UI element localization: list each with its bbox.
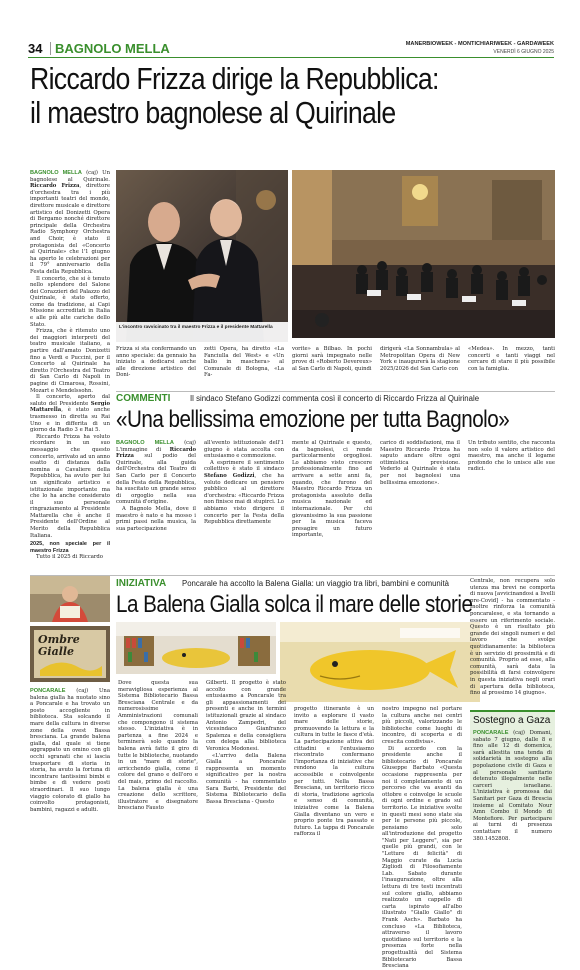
story3-column-4: progetto itinerante è un invito a esplorare il vasto mare delle storie, promuovendo la lettura e la cultura in tutte le fasce d'età. La partecipazione attiva dei cittadini e l'entusiasmo riscontrato confermano l'importanza di iniziative che rendono la cultura accessibile e coinvolgente per tutti. Nella Bassa Bresciana, un territorio ricco di storia, tradizione agricola e senso di comunità, iniziative come la Balena Gialla diventano un vero e proprio ponte tra passato e futuro. La tappa di Poncarale rafforza il	[294, 706, 374, 838]
story3-photo-library	[116, 622, 276, 674]
signboard-text: Ombre Gialle	[38, 633, 80, 658]
story1-column-1: BAGNOLO MELLA (caj) Un bagnolese al Quirinale. Riccardo Frizza, direttore d'orchestra tra i più importanti teatri del mondo, direttore musicale e direttore artistico del Donizetti Opera di Bergamo nonché direttore principale della Orchestra Radio Symphony Orchestra and Choir, è stato il protagonista del «Concerto al Quirinale» che l'1 giugno ha aperto le celebrazioni per il 79° anniversario della Festa della Repubblica. Il concerto, che si è tenuto nello splendore del Salone dei Corazzieri del Palazzo del Quirinale, è stato offerto, come da tradizione, ai Capi Missione accreditati in Italia e alle più alte cariche dello Stato. Frizza, che è ritenuto uno dei maggiori interpreti del teatro musicale italiano, a partire dall'amato Donizetti fino a Verdi e Puccini, per il Concerto al Quirinale ha diretto l'Orchestra del Teatro di San Carlo di Napoli in pagine di Cimarosa, Rossini, Mozart e Mendelssohn. Il concerto, aperto dal saluto del Presidente Sergio Mattarella, è stato anche trasmesso in diretta su Rai Uno e in differita di un giorno da Radio 3 e Rai 5. Riccardo Frizza ha voluto ricordare in un suo messaggio che questo concerto, arrivato ad un anno esatto di distanza dalla nomina a Cavaliere della Repubblica, ha avuto per lui un significato artistico e istituzionale importante ma che lo ha anche considerato il suo personale ringraziamento al Presidente Mattarella che è anche il Presidente dell'Ordine al Merito della Repubblica Italiana. 2025, non speciale per il maestro Frizza Tutto il 2025 di Riccardo	[30, 170, 111, 561]
issue-date: VENERDÌ 6 GIUGNO 2025	[493, 49, 554, 55]
story4-box	[470, 710, 555, 842]
story3-headline: La Balena Gialla solca il mare delle storie	[116, 591, 473, 618]
story3-photo-whale	[280, 622, 480, 702]
page-number: 34	[28, 41, 43, 56]
edition-line: MANERBIOWEEK - MONTICHIARIWEEK - GARDAWEEK	[405, 41, 554, 47]
meeting-illustration	[116, 170, 288, 342]
story3-column-1: PONCARALE (caj) Una balena gialla ha nuotato sino a Poncarale e ha trovato un posto accogliente in biblioteca. Sta solcando il mare della cultura in diverse zone della ovest Bassa bresciana. La grande balena gialla, dal quale si tiene aggrappato un omino con gli occhi sgranati che si lascia trasportare di storia in storia, ha avuto la fortuna di incontrare tantissimi bimbi e bimbe e di vedere posti straordinari. Il suo lungo viaggio colorato di giallo ha coinvolto protagonisti, bambini, ragazzi e adulti.	[30, 688, 110, 813]
story2-headline: «Una bellissima emozione per tutta Bagnolo»	[116, 406, 510, 433]
story3-column-5: nostro impegno nel portare la cultura anche nei centri più piccoli, valorizzando le biblioteche come luoghi di incontro, di scoperta e di crescita condivisa». Di accordo con la presidente anche il bibliotecario di Poncarale Giuseppe Barbato «Questa occasione rappresenta per noi il completamento di un percorso che va avanti da ottobre e coinvolge le scuole di ogni ordine e grado sul territorio. Le iniziative svolte in questi mesi sono state sia per le persone più piccole, pensiamo solo all'introduzione del progetto "Nati per Leggere", sia per quelle più grandi, con le "Letture di felicità" di Maggio curate da Lucia Zigliodi di Filosofiamente Lab. Sabato durante l'inaugurazione, oltre alla lettura di tre testi incentrati sul colore giallo, abbiamo realizzato un cappello di carta ispirato all'albo illustrato "Giallo Giallo" di Frank Asch». Barbato ha concluso «La Biblioteca, attraverso il lavoro quotidiano sul territorio e la presenza forte nella progettualità del Sistema Bibliotecario Bassa Bresciana	[382, 706, 462, 970]
section-title: BAGNOLO MELLA	[55, 41, 170, 56]
story3-label-bar	[116, 578, 466, 590]
story1-headline-line1: Riccardo Frizza dirige la Repubblica:	[30, 61, 439, 96]
header-divider	[50, 42, 51, 55]
yellow-whale-illustration	[280, 622, 480, 702]
story1-column-4: vorite» a Bilbao. In pochi giorni sarà impegnato nelle prove di «Roberto Devereux» al San Carlo di Napoli, quindi	[292, 346, 372, 372]
story3-subhead: Poncarale ha accolto la Balena Gialla: un viaggio tra libri, bambini e comunità	[182, 579, 449, 588]
story2-column-4: carico di soddisfazioni, ma il Maestro Riccardo Frizza ha saputo andare oltre ogni ottimistica previsione. Vederlo al Quirinale è stata per noi bagnolesi una bellissima emozione».	[380, 440, 460, 486]
story4-headline: Sostegno a Gaza	[473, 715, 551, 726]
story2-subhead: Il sindaco Stefano Godizzi commenta così il concerto di Riccardo Frizza al Quirinale	[190, 394, 480, 403]
story3-photo-child	[30, 576, 110, 622]
story1-headline-line2: il maestro bagnolese al Quirinale	[30, 95, 396, 130]
story1-photo-meeting	[116, 170, 288, 342]
child-reading-illustration	[30, 576, 110, 622]
story1-column-6: «Medea». In mezzo, tanti concerti e tanti viaggi nel cercare di stare il più possibile con la famiglia.	[468, 346, 555, 372]
story1-photo-concert	[292, 170, 555, 338]
concert-hall-illustration	[292, 170, 555, 338]
story2-divider	[116, 391, 555, 392]
story3-label: INIZIATIVA	[116, 578, 167, 589]
story3-photo-signboard	[30, 626, 110, 682]
story3-column-2: Dove questa sua meravigliosa esperienza al Sistema Bibliotecario Bassa Bresciana Centrale e da numerosissime Amministrazioni comunali che compongono il sistema stesso. L'iniziativa è in partenza a fine 2024 e terminerà solo quando la balena avrà fatto il giro di tutte le biblioteche, nuotando in un "mare di storie", arricchendo gialla, come il colore del grano e dell'oro e del mais, primo del raccolto. La balena gialla è una creazione dello scrittore, illustratore e disegnatore bresciano Fausto	[118, 680, 198, 812]
story2-column-2: all'evento istituzionale dell'1 giugno è stata accolta con entusiasmo e commozione. A esprimere il sentimento collettivo è stato il sindaco Stefano Godizzi, che ha voluto dedicare un pensiero pubblico al direttore d'orchestra: «Riccardo Frizza non finisce mai di stupirci. Lo abbiamo visto dirigere il concerto per la Festa della Repubblica direttamente	[204, 440, 284, 526]
library-illustration	[116, 622, 276, 674]
story1-headline	[30, 62, 482, 130]
story2-column-3: mente al Quirinale e questo, da bagnolesi, ci rende particolarmente orgogliosi. Lo abbiamo visto crescere professionalmente fino ad arrivare a sette anni fa, quando, che furono del Maestro Riccardo Frizza un protagonista assoluto della musica nazionale ed internazionale. Per chi giovanissimo la sua passione per la musica faceva presagire un futuro importante,	[292, 440, 372, 539]
story3-column-3: Gilberti. Il progetto è stato accolto con grande entusiasmo a Poncarale tra gli appassionamenti dei presenti e anche in termini istituzionali grazie al sindaco Antonio Zampedri, del vicesindaco Gianfranco Spalenza e della consigliera con delega alla biblioteca Veronica Modonesi. «L'arrivo della Balena Gialla a Poncarale rappresenta un momento significativo per la nostra comunità - ha commentato Sara Barbi, Presidente del Sistema Bibliotecario della Bassa Bresciana - Questo	[206, 680, 286, 805]
story2-label-bar	[116, 393, 555, 405]
photo-caption: L'incontro ravvicinato tra il maestro Frizza e il presidente Mattarella	[119, 325, 273, 330]
story4-body: PONCARALE (caj) Domani, sabato 7 giugno, dalle 8 e fino alle 12 di domenica, sarà allestita una tenda di solidarietà in sostegno alla popolazione civile di Gaza e al personale sanitario detenuto illegalmente nelle carceri israeliane. L'iniziativa è promossa dai Sanitari per Gaza di Brescia insieme al Comitato Nour Amn Combo il Mondo di Montefiore. Per partecipare ai turni di presenza contattare il numero 380.1452808.	[473, 730, 552, 842]
story1-column-3: zetti Opera, ha diretto «La Fanciulla del West» e «Un ballo in maschera» al Comunale di Bologna, «La Fa-	[204, 346, 284, 379]
story2-column-5: Un tributo sentito, che racconta non solo il valore artistico del maestro, ma anche il legame profondo che lo unisce alle sue radici.	[468, 440, 555, 473]
story3-column-6: Centrale, non recupera solo utenza ma brevi ne comporta di nuova [avvicinandosi a livelli pre-Covid] - ha commentato - Inoltre rinforza la comunità poncaralese, e sta tornando a essere un riferimento sociale. Questo è un risultato più grande dei singoli numeri e del lavoro che svolge quotidianamente: la biblioteca è un servizio di prossimità e di comunità. Proprio ad esse, alla comunità, sarà data la possibilità di farsi coinvolgere in questa iniziativa negli orari di apertura della biblioteca, fino al prossimo 14 giugno».	[470, 578, 555, 697]
story2-column-1: BAGNOLO MELLA (caj) L'immagine di Riccardo Frizza sul podio del Quirinale, alla guida dell'Orchestra del Teatro di San Carlo per il Concerto della Festa della Repubblica, ha suscitato un grande senso di orgoglio nella sua comunità d'origine. A Bagnolo Mella, dove il maestro è nato e ha mosso i primi passi nella musica, la sua partecipazione	[116, 440, 196, 532]
story1-column-2: Frizza si sta confermando un anno speciale: da gennaio ha iniziato a dedicarsi anche alle direzione artistico del Doni-	[116, 346, 196, 379]
story1-column-5: dirigerà «La Sonnambula» al Metropolitan Opera di New York e inaugurerà la stagione 2025/2026 del San Carlo con	[380, 346, 460, 372]
page-header	[28, 40, 554, 58]
story2-label: COMMENTI	[116, 393, 171, 404]
